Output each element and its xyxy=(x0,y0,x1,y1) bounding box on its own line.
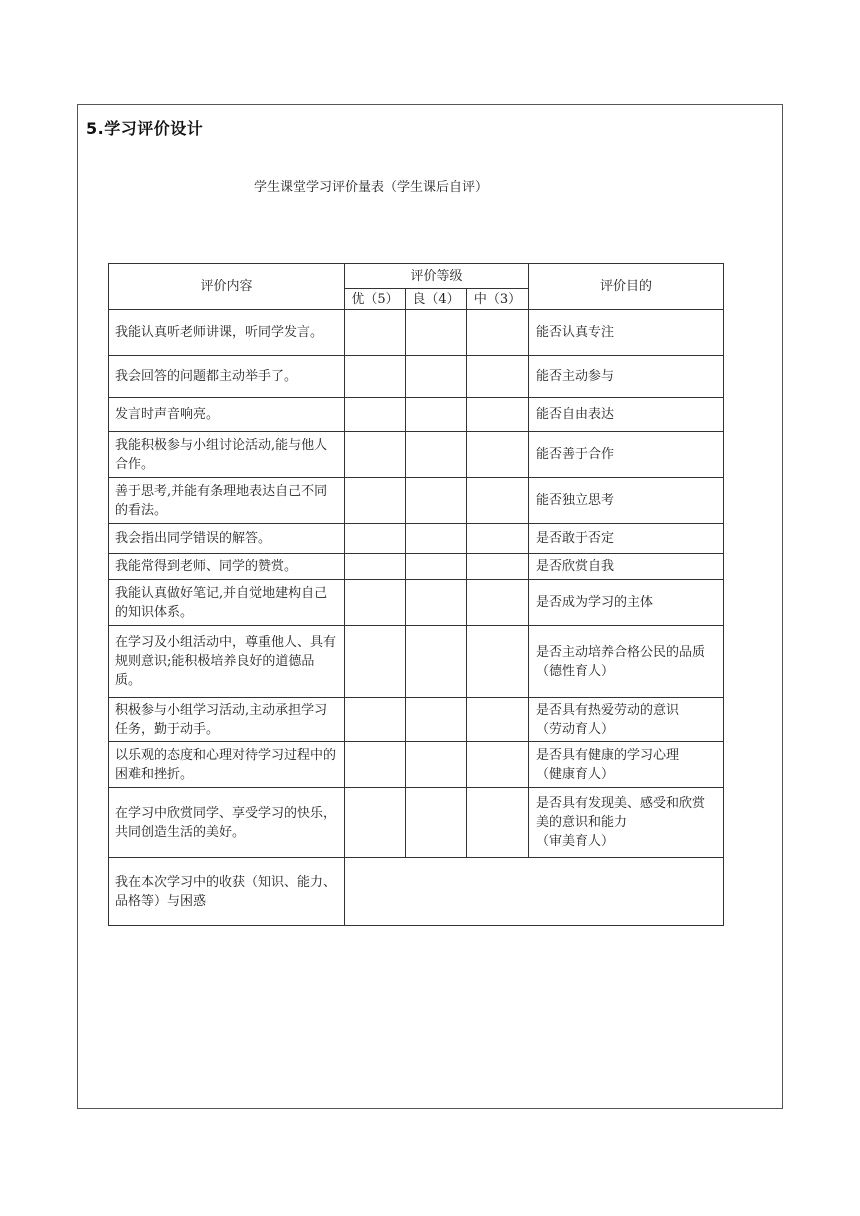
score-cell-fair[interactable] xyxy=(467,478,529,524)
score-cell-fair[interactable] xyxy=(467,580,529,626)
score-cell-fair[interactable] xyxy=(467,310,529,356)
header-level-good: 良（4） xyxy=(406,289,467,310)
score-cell-excellent[interactable] xyxy=(345,554,406,580)
score-cell-good[interactable] xyxy=(406,698,467,742)
row-purpose-text: 是否主动培养合格公民的品质 xyxy=(536,644,706,660)
table-row xyxy=(109,742,724,788)
table-row xyxy=(109,356,724,398)
score-cell-good[interactable] xyxy=(406,788,467,858)
score-cell-excellent[interactable] xyxy=(345,524,406,554)
score-cell-good[interactable] xyxy=(406,580,467,626)
row-purpose xyxy=(529,788,724,858)
score-cell-excellent[interactable] xyxy=(345,626,406,698)
table-row xyxy=(109,788,724,858)
header-content: 评价内容 xyxy=(109,264,345,310)
header-level-excellent: 优（5） xyxy=(345,289,406,310)
row-purpose xyxy=(529,742,724,788)
row-content: 发言时声音响亮。 xyxy=(109,398,345,432)
score-cell-fair[interactable] xyxy=(467,788,529,858)
table-row xyxy=(109,626,724,698)
table-row xyxy=(109,554,724,580)
score-cell-excellent[interactable] xyxy=(345,698,406,742)
reflection-label: 我在本次学习中的收获（知识、能力、品格等）与困惑 xyxy=(109,858,345,926)
row-content: 我会回答的问题都主动举手了。 xyxy=(109,356,345,398)
row-purpose: 能否自由表达 xyxy=(529,398,724,432)
table-row xyxy=(109,398,724,432)
table-row xyxy=(109,580,724,626)
row-content: 在学习中欣赏同学、享受学习的快乐，共同创造生活的美好。 xyxy=(109,788,345,858)
row-purpose-text: 是否具有健康的学习心理 xyxy=(536,747,680,763)
score-cell-excellent[interactable] xyxy=(345,580,406,626)
section-heading: 5.学习评价设计 xyxy=(86,119,204,138)
score-cell-fair[interactable] xyxy=(467,524,529,554)
score-cell-fair[interactable] xyxy=(467,432,529,478)
row-purpose-note: （健康育人） xyxy=(536,766,615,782)
table-row xyxy=(109,432,724,478)
row-purpose: 能否认真专注 xyxy=(529,310,724,356)
reflection-row xyxy=(109,858,724,926)
row-purpose: 是否欣赏自我 xyxy=(529,554,724,580)
score-cell-fair[interactable] xyxy=(467,554,529,580)
score-cell-excellent[interactable] xyxy=(345,398,406,432)
header-row xyxy=(109,264,724,289)
row-purpose xyxy=(529,698,724,742)
row-purpose-text: 是否具有热爱劳动的意识 xyxy=(536,702,680,718)
row-purpose-note: （德性育人） xyxy=(536,663,615,679)
score-cell-good[interactable] xyxy=(406,478,467,524)
row-purpose: 能否善于合作 xyxy=(529,432,724,478)
score-cell-fair[interactable] xyxy=(467,698,529,742)
score-cell-good[interactable] xyxy=(406,310,467,356)
row-content: 我能积极参与小组讨论活动,能与他人合作。 xyxy=(109,432,345,478)
score-cell-good[interactable] xyxy=(406,398,467,432)
row-content: 我会指出同学错误的解答。 xyxy=(109,524,345,554)
score-cell-good[interactable] xyxy=(406,626,467,698)
row-purpose xyxy=(529,626,724,698)
row-purpose: 能否独立思考 xyxy=(529,478,724,524)
reflection-answer-cell[interactable] xyxy=(345,858,724,926)
score-cell-fair[interactable] xyxy=(467,742,529,788)
row-content: 以乐观的态度和心理对待学习过程中的困难和挫折。 xyxy=(109,742,345,788)
row-purpose-note: （审美育人） xyxy=(536,834,615,849)
score-cell-excellent[interactable] xyxy=(345,310,406,356)
row-content: 在学习及小组活动中，尊重他人、具有规则意识;能积极培养良好的道德品质。 xyxy=(109,626,345,698)
row-content: 我能常得到老师、同学的赞赏。 xyxy=(109,554,345,580)
score-cell-good[interactable] xyxy=(406,356,467,398)
row-purpose: 是否成为学习的主体 xyxy=(529,580,724,626)
score-cell-excellent[interactable] xyxy=(345,788,406,858)
score-cell-good[interactable] xyxy=(406,524,467,554)
header-level-group: 评价等级 xyxy=(345,264,529,289)
table-row xyxy=(109,524,724,554)
score-cell-fair[interactable] xyxy=(467,626,529,698)
score-cell-fair[interactable] xyxy=(467,398,529,432)
table-row xyxy=(109,698,724,742)
header-purpose: 评价目的 xyxy=(529,264,724,310)
table-row xyxy=(109,310,724,356)
score-cell-excellent[interactable] xyxy=(345,432,406,478)
score-cell-good[interactable] xyxy=(406,554,467,580)
score-cell-good[interactable] xyxy=(406,432,467,478)
row-purpose: 是否敢于否定 xyxy=(529,524,724,554)
table-title: 学生课堂学习评价量表（学生课后自评） xyxy=(254,180,489,195)
score-cell-fair[interactable] xyxy=(467,356,529,398)
row-purpose-text: 是否具有发现美、感受和欣赏美的意识和能力 xyxy=(536,796,706,830)
row-purpose-note: （劳动育人） xyxy=(536,721,615,737)
row-content: 我能认真做好笔记,并自觉地建构自己的知识体系。 xyxy=(109,580,345,626)
row-content: 善于思考,并能有条理地表达自己不同的看法。 xyxy=(109,478,345,524)
row-content: 我能认真听老师讲课，听同学发言。 xyxy=(109,310,345,356)
row-content: 积极参与小组学习活动,主动承担学习任务，勤于动手。 xyxy=(109,698,345,742)
score-cell-excellent[interactable] xyxy=(345,478,406,524)
score-cell-excellent[interactable] xyxy=(345,742,406,788)
table-row xyxy=(109,478,724,524)
score-cell-good[interactable] xyxy=(406,742,467,788)
row-purpose: 能否主动参与 xyxy=(529,356,724,398)
header-level-fair: 中（3） xyxy=(467,289,529,310)
score-cell-excellent[interactable] xyxy=(345,356,406,398)
evaluation-table xyxy=(108,263,724,926)
